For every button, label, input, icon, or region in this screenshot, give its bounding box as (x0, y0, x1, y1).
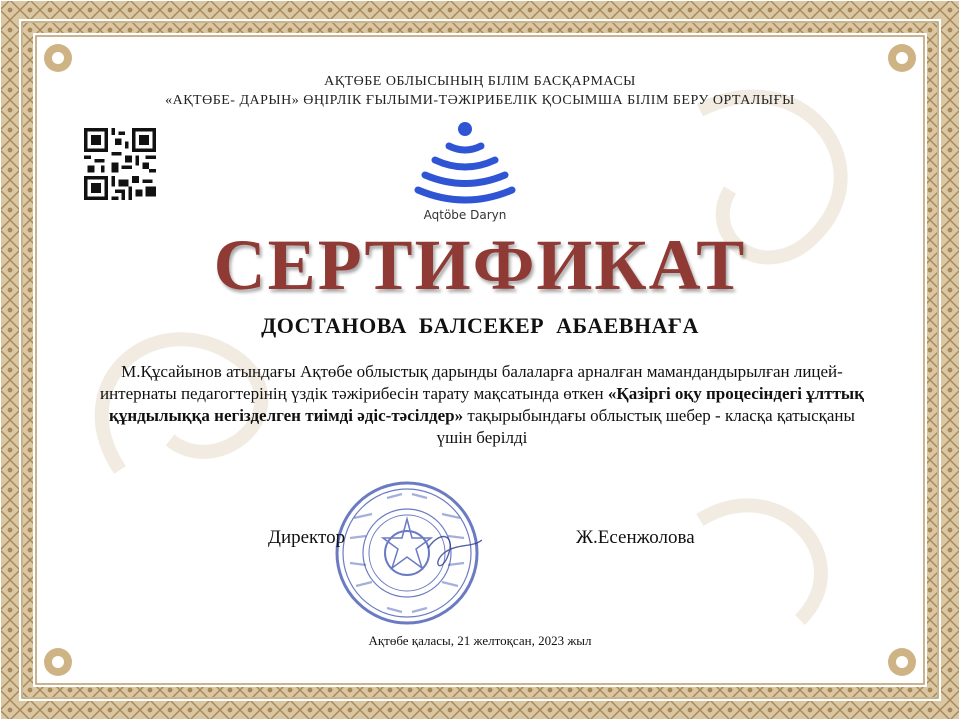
issuer-line-1: АҚТӨБЕ ОБЛЫСЫНЫҢ БІЛІМ БАСҚАРМАСЫ (324, 74, 636, 89)
issuer-line-2: «АҚТӨБЕ- ДАРЫН» ӨҢІРЛІК ҒЫЛЫМИ-ТӘЖІРИБЕЛІК ҚОСЫМША БІЛІМ БЕРУ ОРТАЛЫҒЫ (165, 93, 795, 108)
issuer-header (0, 72, 960, 110)
aqtobe-daryn-logo (405, 120, 525, 230)
certificate-body (92, 361, 872, 449)
body-topic: «Қазіргі оқу процесіндегі ұлттық құндылыққа негізделген тиімді әдіс-тәсілдер» (109, 384, 864, 425)
director-label: Директор (268, 527, 346, 548)
logo-waves-icon (405, 120, 525, 210)
body-outro: тақырыбындағы облыстық шебер - класқа қатысқаны үшін берілді (436, 406, 855, 447)
qr-code (84, 128, 156, 200)
official-seal-icon (332, 478, 482, 628)
director-name: Ж.Есенжолова (576, 527, 695, 548)
recipient-name: ДОСТАНОВА БАЛСЕКЕР АБАЕВНАҒА (261, 313, 699, 338)
certificate-title: СЕРТИФИКАТ (213, 225, 747, 305)
logo-text: Aqtöbe Daryn (423, 208, 507, 222)
place-date: Ақтөбе қаласы, 21 желтоқсан, 2023 жыл (368, 633, 592, 648)
body-intro: М.Құсайынов атындағы Ақтөбе облыстық дарынды балаларға арналған мамандандырылған лицей-интернаты педагогтерінің үздік тәжірибесін тарату мақсатында өткен (99, 362, 843, 403)
